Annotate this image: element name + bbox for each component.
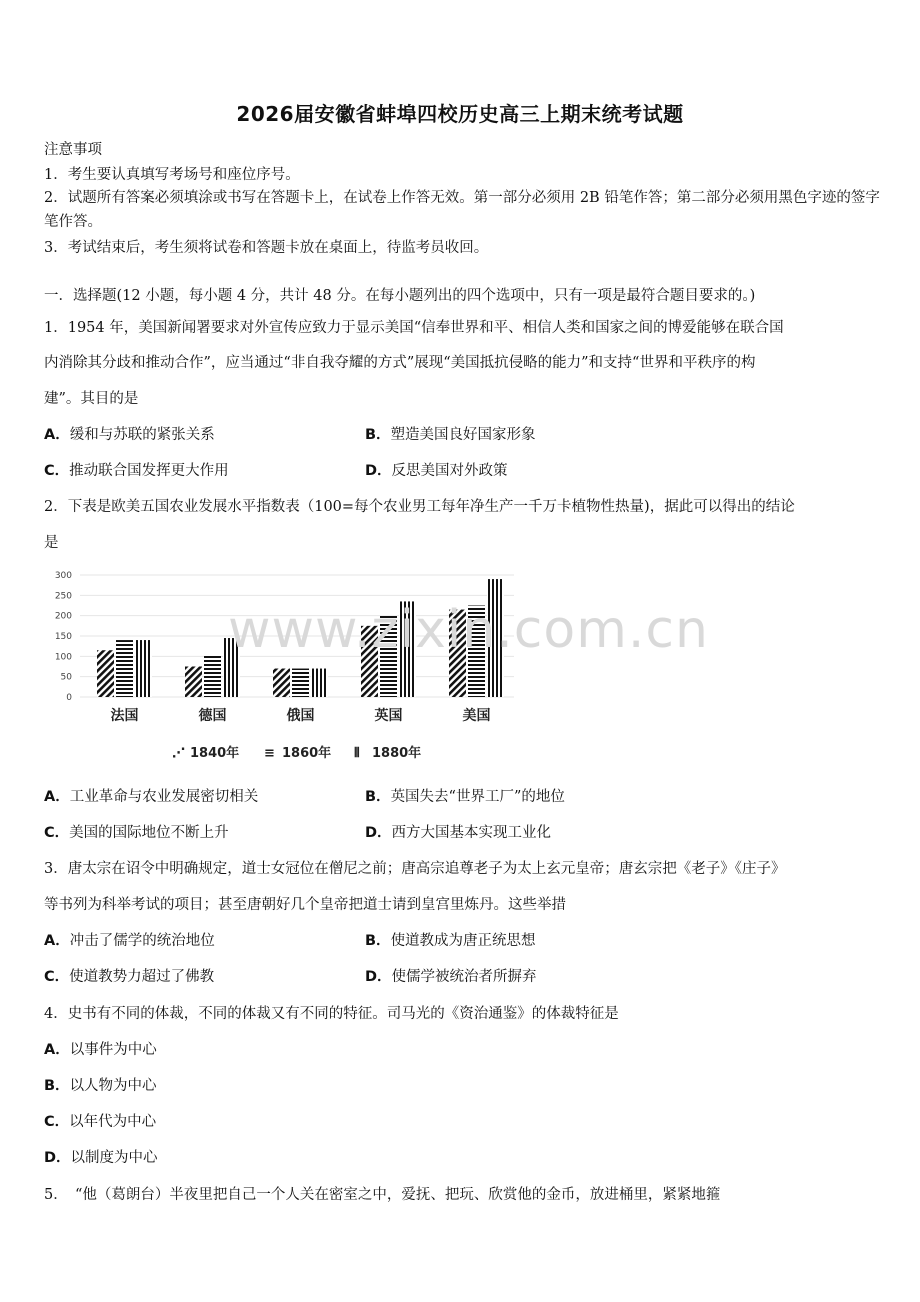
option-text: 以制度为中心 — [70, 1150, 158, 1166]
option-key: A． — [44, 1042, 70, 1058]
option-text: 以人物为中心 — [69, 1078, 157, 1094]
legend-label: 1840年 — [190, 746, 240, 761]
option-text: 以事件为中心 — [69, 1042, 157, 1058]
section-heading: 一．选择题(12 小题，每小题 4 分，共计 48 分。在每小题列出的四个选项中，只有一项是最符合题目要求的。) — [44, 288, 756, 304]
q4-option-c — [44, 1110, 156, 1131]
option-text: 塑造美国良好国家形象 — [390, 427, 536, 443]
legend-swatch-icon: ⦀ — [354, 746, 360, 761]
option-text: 缓和与苏联的紧张关系 — [69, 427, 215, 443]
bar — [116, 640, 133, 697]
option-key: A． — [44, 427, 70, 443]
q1-option-d — [365, 459, 508, 480]
y-tick-label: 100 — [54, 652, 72, 663]
q1-stem-line-3: 建”。其目的是 — [44, 391, 139, 407]
legend-swatch-icon: ≡ — [264, 746, 275, 761]
y-tick-label: 150 — [54, 632, 72, 642]
q4-option-b — [44, 1074, 157, 1095]
q4-option-a — [44, 1038, 157, 1059]
q1-option-c — [44, 459, 229, 480]
bar — [311, 669, 328, 697]
option-key: C． — [44, 825, 70, 841]
q2-option-b — [365, 785, 565, 806]
option-text: 使儒学被统治者所摒弃 — [391, 969, 537, 985]
option-text: 西方大国基本实现工业化 — [391, 825, 552, 841]
chart-legend — [172, 745, 421, 761]
notice-item-1: 1．考生要认真填写考场号和座位序号。 — [44, 167, 300, 183]
y-tick-label: 300 — [54, 571, 72, 581]
bar — [204, 654, 221, 697]
q2-option-c — [44, 821, 229, 842]
y-tick-label: 50 — [60, 672, 72, 683]
option-text: 以年代为中心 — [69, 1114, 157, 1130]
q3-option-a — [44, 929, 215, 950]
option-key: B． — [44, 1078, 70, 1094]
q1-stem-line-1: 1．1954 年，美国新闻署要求对外宣传应致力于显示美国“信奉世界和平、相信人类和国家之间的博爱能够在联合国 — [44, 320, 784, 336]
option-text: 冲击了儒学的统治地位 — [69, 933, 215, 949]
q1-option-b — [365, 423, 536, 444]
option-key: C． — [44, 463, 70, 479]
y-axis-ticks — [55, 571, 72, 703]
q3-option-c — [44, 965, 214, 986]
q3-option-d — [365, 965, 537, 986]
option-key: D． — [365, 969, 392, 985]
option-key: D． — [365, 463, 392, 479]
x-axis-categories — [111, 707, 491, 724]
q4-option-d — [44, 1146, 158, 1167]
option-text: 推动联合国发挥更大作用 — [69, 463, 229, 479]
watermark: www.zixin.com.cn — [228, 600, 709, 660]
y-tick-label: 250 — [54, 591, 72, 602]
bar — [97, 650, 114, 697]
q2-option-a — [44, 785, 258, 806]
option-text: 英国失去“世界工厂”的地位 — [390, 789, 565, 805]
notice-item-3: 3．考试结束后，考生须将试卷和答题卡放在桌面上，待监考员收回。 — [44, 240, 489, 256]
legend-label: 1860年 — [282, 746, 332, 761]
q3-stem-line-1: 3．唐太宗在诏令中明确规定，道士女冠位在僧尼之前；唐高宗追尊老子为太上玄元皇帝；唐玄宗把《老子》《庄子》 — [44, 861, 786, 877]
x-category-label: 德国 — [198, 708, 227, 724]
x-category-label: 法国 — [110, 708, 139, 724]
q2-stem-line-1: 2．下表是欧美五国农业发展水平指数表（100=每个农业男工每年净生产一千万卡植物性热量)，据此可以得出的结论 — [44, 499, 795, 515]
x-category-label: 美国 — [462, 708, 491, 724]
bar — [273, 669, 290, 697]
exam-title: 2026届安徽省蚌埠四校历史高三上期末统考试题 — [236, 102, 684, 126]
notice-item-2: 2．试题所有答案必须填涂或书写在答题卡上，在试卷上作答无效。第一部分必须用 2B 铅笔作答；第二部分必须用黑色字迹的签字笔作答。 — [44, 190, 880, 230]
option-text: 工业革命与农业发展密切相关 — [69, 789, 259, 805]
y-tick-label: 0 — [66, 693, 72, 703]
legend-label: 1880年 — [372, 746, 422, 761]
option-text: 使道教成为唐正统思想 — [390, 933, 536, 949]
legend-swatch-icon: ⋰ — [172, 746, 185, 761]
bar — [292, 669, 309, 697]
q1-stem-line-2: 内消除其分歧和推动合作”，应当通过“非自我夺耀的方式”展现“美国抵抗侵略的能力”和支持“世界和平秩序的构 — [44, 355, 756, 371]
x-category-label: 俄国 — [286, 708, 315, 724]
option-key: B． — [365, 427, 391, 443]
option-key: D． — [44, 1150, 71, 1166]
option-key: B． — [365, 933, 391, 949]
x-category-label: 英国 — [374, 708, 403, 724]
q1-option-a — [44, 423, 215, 444]
bar — [135, 640, 152, 697]
q3-stem-line-2: 等书列为科举考试的项目；甚至唐朝好几个皇帝把道士请到皇宫里炼丹。这些举措 — [44, 897, 566, 913]
q2-option-d — [365, 821, 551, 842]
agriculture-index-chart — [44, 560, 524, 770]
notice-heading: 注意事项 — [44, 142, 102, 158]
q5-stem-line-1: 5． “他（葛朗台）半夜里把自己一个人关在密室之中，爱抚、把玩、欣赏他的金币，放进桶里，紧紧地箍 — [44, 1187, 721, 1203]
option-text: 反思美国对外政策 — [391, 463, 508, 479]
bar — [185, 667, 202, 698]
y-tick-label: 200 — [54, 611, 72, 622]
q3-option-b — [365, 929, 536, 950]
option-key: A． — [44, 789, 70, 805]
option-key: B． — [365, 789, 391, 805]
q2-stem-line-2: 是 — [44, 535, 59, 551]
q4-stem-line-1: 4．史书有不同的体裁，不同的体裁又有不同的特征。司马光的《资治通鉴》的体裁特征是 — [44, 1006, 619, 1022]
option-key: C． — [44, 969, 70, 985]
option-key: D． — [365, 825, 392, 841]
option-key: A． — [44, 933, 70, 949]
option-text: 使道教势力超过了佛教 — [69, 969, 215, 985]
option-key: C． — [44, 1114, 70, 1130]
option-text: 美国的国际地位不断上升 — [69, 825, 229, 841]
